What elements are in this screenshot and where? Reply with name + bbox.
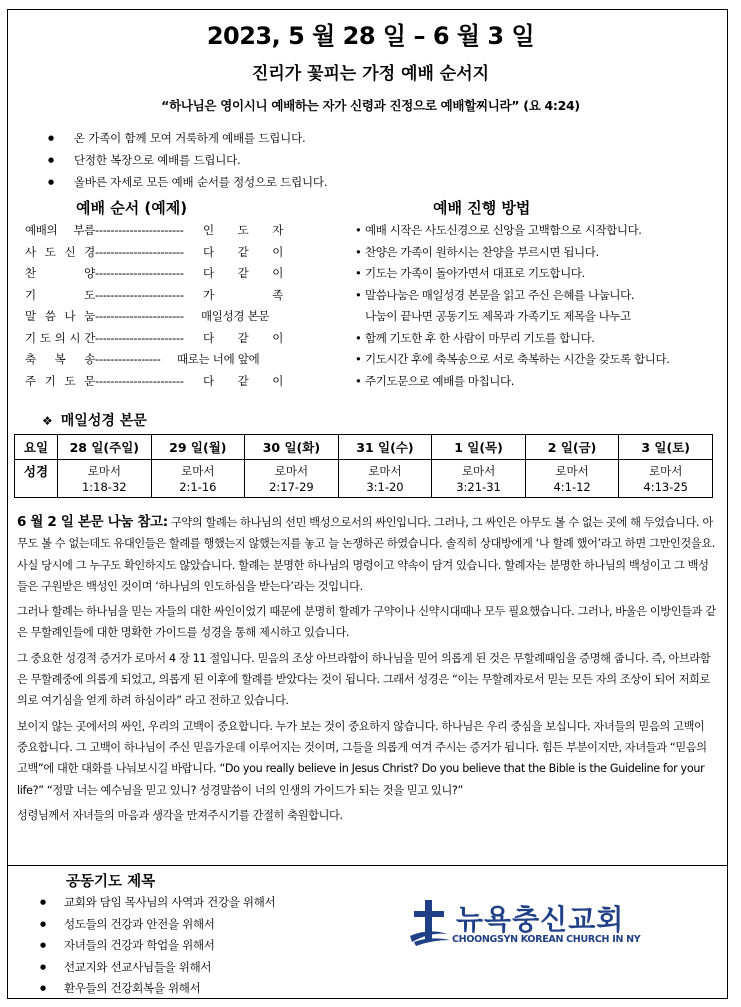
order-label: 기 도: [25, 287, 95, 302]
notes-paragraph: 성령님께서 자녀들의 마음과 생각을 만져주시기를 간절히 축원합니다.: [17, 808, 343, 822]
table-row: [15, 460, 713, 498]
bullet-icon: •: [355, 287, 362, 302]
reading-cell: [432, 460, 526, 498]
method-text: 기도는 가족이 돌아가면서 대표로 기도합니다.: [365, 266, 585, 280]
prayer-item: ● 교회와 담임 목사님의 사역과 건강을 위해서: [40, 892, 400, 914]
day-header: 31 일(수): [338, 435, 432, 460]
method-text: 나눔이 끝나면 공동기도 제목과 가족기도 제목을 나누고: [365, 309, 631, 323]
method-text: 함께 기도한 후 한 사람이 마무리 기도를 합니다.: [365, 330, 595, 345]
section-divider: [7, 865, 728, 866]
method-text: 말씀나눔은 매일성경 본문을 읽고 주신 은혜를 나눕니다.: [365, 287, 635, 302]
order-label: 사 도 신 경: [25, 244, 95, 259]
diamond-star-icon: ❖: [42, 414, 53, 428]
order-dash: -----------------------: [95, 244, 184, 259]
order-dash: -----------------------: [95, 373, 184, 388]
notes-paragraph: 그 중요한 성경적 증거가 로마서 4 장 11 절입니다. 믿음의 조상 아브라함이 하나님을 믿어 의롭게 된 것은 무할례때임을 증명해 줍니다. 즉, 아브라함은 무할례중에 의롭게 되었고, 의롭게 된 이후에 할례를 받았다는 것이 됩니다. 그래서 성경은 “이는 무할례자로서 믿는 모든 자의 조상이 되어 저희로 의로 여기심을 얻게 하려 하심이라” 라고 전하고 있습니다.: [17, 651, 711, 708]
book-name: 로마서: [649, 463, 683, 478]
method-list: [355, 220, 725, 392]
guideline-item: ● 단정한 복장으로 예배를 드립니다.: [48, 149, 708, 171]
order-heading: 예배 순서 (예제): [76, 199, 188, 217]
day-header: 3 일(토): [619, 435, 713, 460]
sermon-notes: [17, 512, 717, 830]
bible-reading-table: [14, 434, 713, 498]
order-leader: 다 같 이: [203, 244, 283, 259]
order-leader: 매일성경 본문: [201, 309, 270, 323]
day-header: 30 일(화): [245, 435, 339, 460]
method-text: 예배 시작은 사도신경으로 신앙을 고백함으로 시작합니다.: [365, 223, 642, 237]
method-item: [355, 349, 725, 371]
chapter-ref: 1:18-32: [81, 479, 127, 494]
prayer-item: ● 자녀들의 건강과 학업을 위해서: [40, 935, 400, 957]
order-item: [25, 328, 295, 350]
page-title: 진리가 꽃피는 가정 예배 순서지: [251, 64, 490, 84]
method-item: [355, 306, 725, 328]
book-name: 로마서: [461, 463, 496, 478]
order-leader: 때로는 너에 앞에: [177, 352, 260, 366]
reading-cell: [619, 460, 713, 498]
notes-paragraph: [17, 512, 717, 597]
bullet-icon: •: [355, 244, 362, 259]
bullet-icon: •: [355, 330, 362, 345]
order-leader: 인 도 자: [203, 223, 283, 237]
order-label: 축 복 송: [25, 352, 95, 366]
reading-cell: [151, 460, 245, 498]
book-name: 로마서: [274, 463, 309, 478]
prayer-item: ● 환우들의 건강회복을 위해서: [40, 978, 400, 1000]
order-item: [25, 242, 295, 264]
method-item: [355, 328, 725, 350]
bullet-icon: •: [355, 266, 362, 280]
bullet-icon: •: [355, 373, 362, 388]
order-label: 주 기 도 문: [25, 373, 95, 388]
order-list: [25, 220, 295, 392]
order-item: [25, 371, 295, 393]
cross-dove-logo-icon: [408, 898, 452, 946]
order-leader: 다 같 이: [203, 330, 283, 345]
guideline-list: [48, 127, 708, 193]
day-header: 29 일(월): [151, 435, 245, 460]
book-name: 로마서: [368, 463, 402, 478]
notes-lead: 6 월 2 일 본문 나눔 참고:: [17, 514, 168, 530]
guideline-item: ● 온 가족이 함께 모여 거룩하게 예배를 드립니다.: [48, 127, 708, 149]
method-item: [355, 242, 725, 264]
order-item: [25, 263, 295, 285]
order-label: 예배의 부름: [25, 223, 95, 237]
guideline-item: ● 올바른 자세로 모든 예배 순서를 정성으로 드립니다.: [48, 171, 708, 193]
date-range-title: 2023, 5 월 28 일 – 6 월 3 일: [206, 22, 535, 50]
church-english-name: CHOONGSYN KOREAN CHURCH IN NY: [452, 934, 641, 945]
table-row-head: 요일: [15, 435, 58, 460]
method-text: 기도시간 후에 축복송으로 서로 축복하는 시간을 갖도록 합니다.: [365, 352, 670, 366]
chapter-ref: 4:1-12: [553, 479, 591, 494]
method-heading: 예배 진행 방법: [433, 199, 531, 217]
order-item: [25, 220, 295, 242]
chapter-ref: 4:13-25: [643, 479, 688, 494]
notes-paragraph: 그러나 할례는 하나님을 믿는 자들의 대한 싸인이었기 때문에 분명히 할례가 구약이나 신약시대때나 모두 필요했습니다. 그러나, 바울은 이방인들과 같은 무할례인들에 대한 명확한 가이드를 성경을 통해 제시하고 있습니다.: [17, 605, 716, 640]
prayer-list: [40, 892, 400, 1000]
notes-paragraph: 보이지 않는 곳에서의 싸인, 우리의 고백이 중요합니다. 누가 보는 것이 중요하지 않습니다. 하나님은 우리 중심을 보십니다. 자녀들의 믿음의 고백이 중요합니다. 그 고백이 하나님이 주신 믿음가운데 이루어지는 것이며, 그들을 의롭게 여겨 주시는 증거가 됩니다. 힘든 부분이지만, 자녀들과 “믿음의 고백”에 대한 대화를 나눠보시길 바랍니다. “Do you really believe in Jesus Christ? Do you believe that the Bible is the Guideline for your life?” “정말 너는 예수님을 믿고 있니? 성경말씀이 너의 인생의 가이드가 되는 것을 믿고 있니?”: [17, 719, 707, 797]
book-name: 로마서: [181, 463, 215, 478]
bullet-icon: •: [355, 223, 362, 237]
order-item: [25, 349, 295, 371]
order-label: 말 씀 나 눔: [25, 309, 95, 323]
theme-verse: “하나님은 영이시니 예배하는 자가 신령과 진정으로 예배할찌니라” (요 4:24): [161, 98, 580, 113]
reading-cell: [58, 460, 152, 498]
order-leader: 가 족: [203, 287, 283, 302]
order-dash: -----------------------: [95, 266, 184, 280]
order-item: [25, 285, 295, 307]
reading-cell: [338, 460, 432, 498]
bible-reading-heading: [42, 410, 147, 430]
bible-reading-label: 매일성경 본문: [60, 413, 147, 429]
order-leader: 다 같 이: [203, 373, 283, 388]
prayer-item: ● 선교지와 선교사님들을 위해서: [40, 957, 400, 979]
bullet-icon: •: [355, 352, 362, 366]
chapter-ref: 3:1-20: [366, 479, 404, 494]
prayer-item: ● 성도들의 건강과 안전을 위해서: [40, 914, 400, 936]
church-name: 뉴욕충신교회: [456, 903, 625, 936]
chapter-ref: 2:17-29: [269, 479, 314, 494]
day-header: 28 일(주일): [58, 435, 152, 460]
day-header: 1 일(목): [432, 435, 526, 460]
order-item: [25, 306, 295, 328]
notes-text: 구약의 할례는 하나님의 선민 백성으로서의 싸인입니다. 그러나, 그 싸인은 아무도 볼 수 없는 곳에 해 두었습니다. 아무도 볼 수 없는데도 유대인들은 할례를 행했는지 않했는지를 놓고 늘 논쟁하곤 하였습니다. 솔직히 상대방에게 ‘나 할례 했어’라고 하면 그만인것을요. 사실 당시에 그 누구도 확인하지도 않았습니다. 할례는 분명한 하나님의 명령이고 약속이 담겨 있습니다. 할례자는 분명한 하나님의 백성이고 그 백성들은 구원받은 백성인 것이며 ‘하나님의 인도하심을 받는다’라는 것입니다.: [17, 516, 715, 593]
church-logo: [408, 898, 641, 950]
order-dash: -----------------------: [95, 287, 184, 302]
order-dash: -----------------------: [95, 223, 184, 237]
order-label: 찬 양: [25, 266, 95, 280]
method-text: 찬양은 가족이 원하시는 찬양을 부르시면 됩니다.: [365, 244, 599, 259]
method-item: [355, 371, 725, 393]
reading-cell: [245, 460, 339, 498]
table-header-row: [15, 435, 713, 460]
table-row-head: 성경: [15, 460, 58, 498]
order-dash: -----------------------: [95, 309, 184, 323]
order-dash: -----------------: [95, 352, 161, 366]
chapter-ref: 2:1-16: [179, 479, 217, 494]
chapter-ref: 3:21-31: [456, 479, 501, 494]
method-item: [355, 263, 725, 285]
book-name: 로마서: [87, 463, 121, 478]
book-name: 로마서: [555, 463, 589, 478]
day-header: 2 일(금): [525, 435, 619, 460]
prayer-heading: 공동기도 제목: [66, 874, 156, 890]
order-label: 기 도 의 시 간: [25, 330, 95, 345]
order-leader: 다 같 이: [203, 266, 283, 280]
method-text: 주기도문으로 예배를 마칩니다.: [365, 373, 514, 388]
method-item: [355, 220, 725, 242]
reading-cell: [525, 460, 619, 498]
method-item: [355, 285, 725, 307]
order-dash: -----------------------: [95, 330, 184, 345]
